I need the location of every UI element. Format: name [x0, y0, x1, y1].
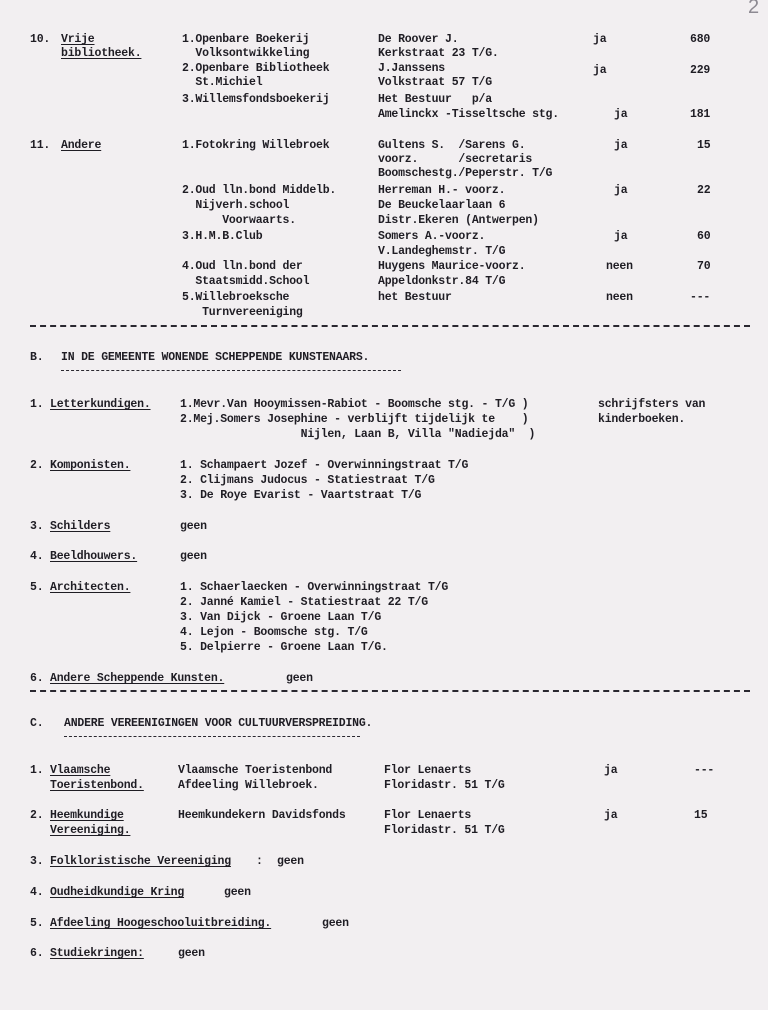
list-item: 5. Delpierre - Groene Laan T/G. [180, 641, 388, 654]
note: kinderboeken. [598, 413, 686, 426]
org-name: Turnvereeniging [182, 306, 303, 319]
org-name: Staatsmidd.School [182, 275, 310, 288]
org-name: Voorwaarts. [182, 214, 296, 227]
address: Floridastr. 51 T/G [384, 779, 505, 792]
contact: J.Janssens [378, 62, 446, 75]
count: 181 [690, 108, 711, 121]
list-item: 1. Schampaert Jozef - Overwinningstraat T/G [180, 459, 469, 472]
count: --- [690, 291, 711, 304]
item-number: 4. [30, 886, 44, 899]
address: Amelinckx -Tisseltsche stg. [378, 108, 559, 121]
list-item: 3. De Roye Evarist - Vaartstraat T/G [180, 489, 422, 502]
section-heading: ANDERE VEREENIGINGEN VOOR CULTUURVERSPREIDING. [64, 717, 373, 730]
address: Volkstraat 57 T/G [378, 76, 492, 89]
section-heading: IN DE GEMEENTE WONENDE SCHEPPENDE KUNSTENAARS. [61, 351, 370, 364]
item-number: 1. [30, 764, 44, 777]
item-number: 2. [30, 459, 44, 472]
org-name: Heemkundekern Davidsfonds [178, 809, 346, 822]
contact: Flor Lenaerts [384, 764, 472, 777]
count: 229 [690, 64, 711, 77]
category-title: Architecten. [50, 581, 131, 594]
contact: Somers A.-voorz. [378, 230, 486, 243]
note: schrijfsters van [598, 398, 706, 411]
contact: Flor Lenaerts [384, 809, 472, 822]
category-title: Beeldhouwers. [50, 550, 138, 563]
count: 22 [697, 184, 711, 197]
item-number: 5. [30, 917, 44, 930]
item-number: 3. [30, 520, 44, 533]
answer: ja [614, 230, 628, 243]
category-title: Komponisten. [50, 459, 131, 472]
section-divider [30, 325, 750, 327]
value: geen [180, 520, 207, 533]
item-number: 10. [30, 33, 51, 46]
category-title: Schilders [50, 520, 111, 533]
item-number: 11. [30, 139, 51, 152]
org-name: Vlaamsche Toeristenbond [178, 764, 333, 777]
category-title: Studiekringen: [50, 947, 144, 960]
org-name: Volksontwikkeling [182, 47, 310, 60]
count: 70 [697, 260, 711, 273]
org-name: 2.Openbare Bibliotheek [182, 62, 330, 75]
count: 15 [694, 809, 708, 822]
contact-role: voorz. /secretaris [378, 153, 533, 166]
section-divider [30, 690, 750, 692]
address: De Beuckelaarlaan 6 [378, 199, 506, 212]
list-item: 2. Janné Kamiel - Statiestraat 22 T/G [180, 596, 428, 609]
address: V.Landeghemstr. T/G [378, 245, 506, 258]
item-number: 6. [30, 947, 44, 960]
category-title: Andere Scheppende Kunsten. [50, 672, 225, 685]
address: Kerkstraat 23 T/G. [378, 47, 499, 60]
section-title: bibliotheek. [61, 47, 142, 60]
answer: neen [606, 260, 633, 273]
answer: ja [604, 764, 618, 777]
value: geen [277, 855, 304, 868]
category-title: Vlaamsche [50, 764, 111, 777]
category-title: Oudheidkundige Kring [50, 886, 185, 899]
list-item: 3. Van Dijck - Groene Laan T/G [180, 611, 382, 624]
section-title: Andere [61, 139, 102, 152]
list-item: 1.Mevr.Van Hooymissen-Rabiot - Boomsche stg. - T/G ) [180, 398, 529, 411]
count: --- [694, 764, 715, 777]
org-name: 1.Openbare Boekerij [182, 33, 310, 46]
answer: ja [593, 33, 607, 46]
contact: De Roover J. [378, 33, 459, 46]
section-label: B. [30, 351, 44, 364]
item-number: 1. [30, 398, 44, 411]
contact: Herreman H.- voorz. [378, 184, 506, 197]
org-name: 4.Oud lln.bond der [182, 260, 303, 273]
category-title: Vereeniging. [50, 824, 131, 837]
address: Boomschestg./Peperstr. T/G [378, 167, 553, 180]
count: 60 [697, 230, 711, 243]
address: Distr.Ekeren (Antwerpen) [378, 214, 539, 227]
answer: ja [614, 184, 628, 197]
answer: ja [604, 809, 618, 822]
contact: Het Bestuur p/a [378, 93, 492, 106]
contact: Huygens Maurice-voorz. [378, 260, 526, 273]
answer: neen [606, 291, 633, 304]
list-item: Nijlen, Laan B, Villa "Nadiejda" ) [180, 428, 536, 441]
address: Appeldonkstr.84 T/G [378, 275, 506, 288]
category-title: Toeristenbond. [50, 779, 144, 792]
list-item: 2. Clijmans Judocus - Statiestraat T/G [180, 474, 435, 487]
page-number: 2 [748, 0, 759, 18]
answer: ja [614, 139, 628, 152]
org-name: Nijverh.school [182, 199, 290, 212]
list-item: 4. Lejon - Boomsche stg. T/G [180, 626, 368, 639]
org-name: 3.H.M.B.Club [182, 230, 263, 243]
value: geen [224, 886, 251, 899]
section-title: Vrije [61, 33, 95, 46]
punctuation: : [256, 855, 263, 868]
list-item: 1. Schaerlaecken - Overwinningstraat T/G [180, 581, 449, 594]
count: 15 [697, 139, 711, 152]
org-name: 1.Fotokring Willebroek [182, 139, 330, 152]
item-number: 5. [30, 581, 44, 594]
org-name: 2.Oud lln.bond Middelb. [182, 184, 337, 197]
item-number: 4. [30, 550, 44, 563]
org-name: Afdeeling Willebroek. [178, 779, 319, 792]
category-title: Letterkundigen. [50, 398, 151, 411]
value: geen [178, 947, 205, 960]
address: Floridastr. 51 T/G [384, 824, 505, 837]
contact: het Bestuur [378, 291, 452, 304]
answer: ja [593, 64, 607, 77]
item-number: 6. [30, 672, 44, 685]
value: geen [286, 672, 313, 685]
org-name: St.Michiel [182, 76, 263, 89]
contact: Gultens S. /Sarens G. [378, 139, 526, 152]
value: geen [180, 550, 207, 563]
item-number: 3. [30, 855, 44, 868]
category-title: Heemkundige [50, 809, 124, 822]
value: geen [322, 917, 349, 930]
list-item: 2.Mej.Somers Josephine - verblijft tijdelijk te ) [180, 413, 529, 426]
answer: ja [614, 108, 628, 121]
heading-underline [64, 736, 360, 737]
org-name: 5.Willebroeksche [182, 291, 290, 304]
section-label: C. [30, 717, 44, 730]
org-name: 3.Willemsfondsboekerij [182, 93, 330, 106]
category-title: Folkloristische Vereeniging [50, 855, 231, 868]
category-title: Afdeeling Hoogeschooluitbreiding. [50, 917, 272, 930]
heading-underline [61, 370, 401, 371]
item-number: 2. [30, 809, 44, 822]
count: 680 [690, 33, 711, 46]
